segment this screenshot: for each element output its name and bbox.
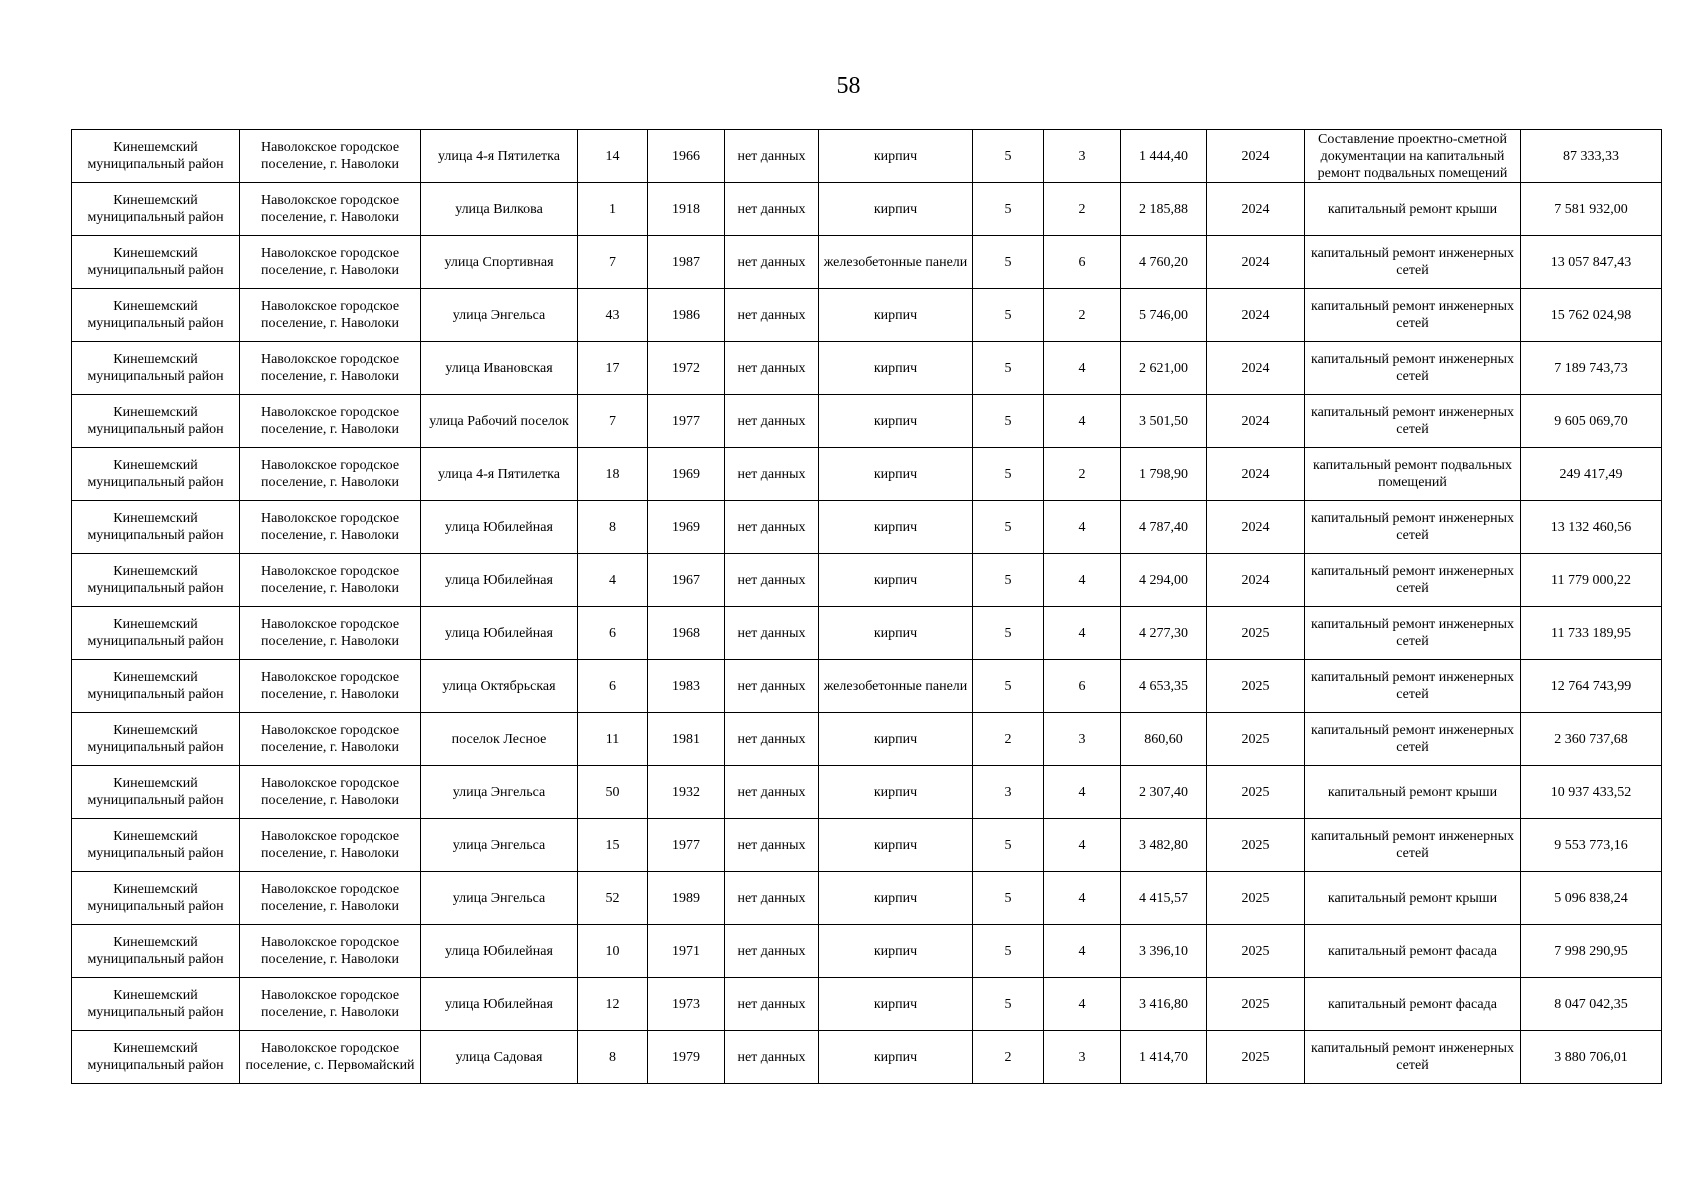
cost-cell: 7 189 743,73 <box>1521 342 1662 395</box>
work-type-cell: капитальный ремонт крыши <box>1305 183 1521 236</box>
table-row <box>72 289 1662 342</box>
house-number-cell: 43 <box>578 289 648 342</box>
wall-material-cell: кирпич <box>819 1031 973 1084</box>
district-cell: Кинешемский муниципальный район <box>72 395 240 448</box>
street-cell: улица Вилкова <box>421 183 578 236</box>
table-row <box>72 395 1662 448</box>
table-row <box>72 978 1662 1031</box>
district-cell: Кинешемский муниципальный район <box>72 289 240 342</box>
wall-material-cell: кирпич <box>819 130 973 183</box>
work-type-cell: капитальный ремонт подвальных помещений <box>1305 448 1521 501</box>
data-status-cell: нет данных <box>725 342 819 395</box>
work-type-cell: капитальный ремонт инженерных сетей <box>1305 819 1521 872</box>
year-built-cell: 1971 <box>648 925 725 978</box>
district-cell: Кинешемский муниципальный район <box>72 1031 240 1084</box>
data-status-cell: нет данных <box>725 819 819 872</box>
table-row <box>72 925 1662 978</box>
plan-year-cell: 2024 <box>1207 236 1305 289</box>
plan-year-cell: 2025 <box>1207 978 1305 1031</box>
entrances-cell: 3 <box>1044 1031 1121 1084</box>
wall-material-cell: кирпич <box>819 713 973 766</box>
work-type-cell: капитальный ремонт инженерных сетей <box>1305 1031 1521 1084</box>
floors-cell: 3 <box>973 766 1044 819</box>
street-cell: улица Рабочий поселок <box>421 395 578 448</box>
data-status-cell: нет данных <box>725 925 819 978</box>
street-cell: улица Садовая <box>421 1031 578 1084</box>
area-cell: 4 277,30 <box>1121 607 1207 660</box>
settlement-cell: Наволокское городское поселение, г. Наволоки <box>240 130 421 183</box>
street-cell: улица Ивановская <box>421 342 578 395</box>
year-built-cell: 1968 <box>648 607 725 660</box>
plan-year-cell: 2024 <box>1207 183 1305 236</box>
floors-cell: 5 <box>973 183 1044 236</box>
table-row <box>72 660 1662 713</box>
settlement-cell: Наволокское городское поселение, г. Наволоки <box>240 448 421 501</box>
year-built-cell: 1979 <box>648 1031 725 1084</box>
house-number-cell: 1 <box>578 183 648 236</box>
work-type-cell: капитальный ремонт инженерных сетей <box>1305 395 1521 448</box>
wall-material-cell: кирпич <box>819 766 973 819</box>
work-type-cell: капитальный ремонт фасада <box>1305 978 1521 1031</box>
cost-cell: 7 998 290,95 <box>1521 925 1662 978</box>
district-cell: Кинешемский муниципальный район <box>72 978 240 1031</box>
data-status-cell: нет данных <box>725 448 819 501</box>
data-status-cell: нет данных <box>725 607 819 660</box>
table-row <box>72 554 1662 607</box>
floors-cell: 2 <box>973 1031 1044 1084</box>
street-cell: улица Энгельса <box>421 289 578 342</box>
work-type-cell: капитальный ремонт крыши <box>1305 872 1521 925</box>
year-built-cell: 1987 <box>648 236 725 289</box>
wall-material-cell: железобетонные панели <box>819 660 973 713</box>
year-built-cell: 1986 <box>648 289 725 342</box>
house-number-cell: 6 <box>578 607 648 660</box>
year-built-cell: 1972 <box>648 342 725 395</box>
table-row <box>72 342 1662 395</box>
wall-material-cell: кирпич <box>819 819 973 872</box>
year-built-cell: 1918 <box>648 183 725 236</box>
house-number-cell: 8 <box>578 1031 648 1084</box>
entrances-cell: 3 <box>1044 713 1121 766</box>
settlement-cell: Наволокское городское поселение, г. Наволоки <box>240 554 421 607</box>
data-status-cell: нет данных <box>725 554 819 607</box>
area-cell: 3 396,10 <box>1121 925 1207 978</box>
district-cell: Кинешемский муниципальный район <box>72 554 240 607</box>
settlement-cell: Наволокское городское поселение, г. Наволоки <box>240 819 421 872</box>
work-type-cell: капитальный ремонт инженерных сетей <box>1305 660 1521 713</box>
entrances-cell: 2 <box>1044 448 1121 501</box>
entrances-cell: 6 <box>1044 236 1121 289</box>
work-type-cell: капитальный ремонт крыши <box>1305 766 1521 819</box>
entrances-cell: 4 <box>1044 554 1121 607</box>
wall-material-cell: кирпич <box>819 395 973 448</box>
year-built-cell: 1973 <box>648 978 725 1031</box>
page-number: 58 <box>836 73 861 99</box>
floors-cell: 5 <box>973 342 1044 395</box>
area-cell: 1 798,90 <box>1121 448 1207 501</box>
table-body <box>72 130 1662 1084</box>
area-cell: 860,60 <box>1121 713 1207 766</box>
area-cell: 2 307,40 <box>1121 766 1207 819</box>
floors-cell: 5 <box>973 872 1044 925</box>
plan-year-cell: 2025 <box>1207 1031 1305 1084</box>
district-cell: Кинешемский муниципальный район <box>72 872 240 925</box>
cost-cell: 11 779 000,22 <box>1521 554 1662 607</box>
entrances-cell: 3 <box>1044 130 1121 183</box>
district-cell: Кинешемский муниципальный район <box>72 713 240 766</box>
table-row <box>72 872 1662 925</box>
data-status-cell: нет данных <box>725 395 819 448</box>
wall-material-cell: кирпич <box>819 289 973 342</box>
wall-material-cell: кирпич <box>819 978 973 1031</box>
street-cell: улица Юбилейная <box>421 501 578 554</box>
floors-cell: 2 <box>973 713 1044 766</box>
district-cell: Кинешемский муниципальный район <box>72 660 240 713</box>
cost-cell: 13 132 460,56 <box>1521 501 1662 554</box>
wall-material-cell: кирпич <box>819 342 973 395</box>
cost-cell: 12 764 743,99 <box>1521 660 1662 713</box>
entrances-cell: 4 <box>1044 501 1121 554</box>
area-cell: 5 746,00 <box>1121 289 1207 342</box>
floors-cell: 5 <box>973 448 1044 501</box>
house-number-cell: 11 <box>578 713 648 766</box>
plan-year-cell: 2024 <box>1207 342 1305 395</box>
floors-cell: 5 <box>973 501 1044 554</box>
work-type-cell: капитальный ремонт инженерных сетей <box>1305 342 1521 395</box>
cost-cell: 13 057 847,43 <box>1521 236 1662 289</box>
entrances-cell: 6 <box>1044 660 1121 713</box>
data-status-cell: нет данных <box>725 501 819 554</box>
floors-cell: 5 <box>973 130 1044 183</box>
data-status-cell: нет данных <box>725 978 819 1031</box>
cost-cell: 2 360 737,68 <box>1521 713 1662 766</box>
district-cell: Кинешемский муниципальный район <box>72 342 240 395</box>
street-cell: улица Юбилейная <box>421 607 578 660</box>
district-cell: Кинешемский муниципальный район <box>72 501 240 554</box>
work-type-cell: капитальный ремонт инженерных сетей <box>1305 607 1521 660</box>
work-type-cell: капитальный ремонт инженерных сетей <box>1305 236 1521 289</box>
area-cell: 1 414,70 <box>1121 1031 1207 1084</box>
area-cell: 3 482,80 <box>1121 819 1207 872</box>
area-cell: 3 501,50 <box>1121 395 1207 448</box>
wall-material-cell: кирпич <box>819 183 973 236</box>
area-cell: 4 415,57 <box>1121 872 1207 925</box>
plan-year-cell: 2024 <box>1207 501 1305 554</box>
district-cell: Кинешемский муниципальный район <box>72 448 240 501</box>
floors-cell: 5 <box>973 554 1044 607</box>
house-number-cell: 7 <box>578 236 648 289</box>
floors-cell: 5 <box>973 607 1044 660</box>
house-number-cell: 50 <box>578 766 648 819</box>
table-row <box>72 713 1662 766</box>
work-type-cell: капитальный ремонт инженерных сетей <box>1305 554 1521 607</box>
data-status-cell: нет данных <box>725 872 819 925</box>
street-cell: улица Октябрьская <box>421 660 578 713</box>
street-cell: улица Юбилейная <box>421 978 578 1031</box>
table-row <box>72 448 1662 501</box>
entrances-cell: 4 <box>1044 342 1121 395</box>
wall-material-cell: кирпич <box>819 607 973 660</box>
house-number-cell: 7 <box>578 395 648 448</box>
work-type-cell: капитальный ремонт инженерных сетей <box>1305 713 1521 766</box>
cost-cell: 5 096 838,24 <box>1521 872 1662 925</box>
plan-year-cell: 2024 <box>1207 448 1305 501</box>
wall-material-cell: кирпич <box>819 554 973 607</box>
table-row <box>72 607 1662 660</box>
floors-cell: 5 <box>973 236 1044 289</box>
cost-cell: 15 762 024,98 <box>1521 289 1662 342</box>
area-cell: 1 444,40 <box>1121 130 1207 183</box>
cost-cell: 9 605 069,70 <box>1521 395 1662 448</box>
table-row <box>72 501 1662 554</box>
data-status-cell: нет данных <box>725 766 819 819</box>
cost-cell: 3 880 706,01 <box>1521 1031 1662 1084</box>
entrances-cell: 4 <box>1044 819 1121 872</box>
work-type-cell: капитальный ремонт фасада <box>1305 925 1521 978</box>
area-cell: 3 416,80 <box>1121 978 1207 1031</box>
cost-cell: 87 333,33 <box>1521 130 1662 183</box>
table-row <box>72 130 1662 183</box>
area-cell: 4 294,00 <box>1121 554 1207 607</box>
cost-cell: 8 047 042,35 <box>1521 978 1662 1031</box>
district-cell: Кинешемский муниципальный район <box>72 130 240 183</box>
year-built-cell: 1969 <box>648 448 725 501</box>
street-cell: улица Энгельса <box>421 819 578 872</box>
street-cell: поселок Лесное <box>421 713 578 766</box>
street-cell: улица Энгельса <box>421 872 578 925</box>
area-cell: 2 621,00 <box>1121 342 1207 395</box>
year-built-cell: 1989 <box>648 872 725 925</box>
year-built-cell: 1967 <box>648 554 725 607</box>
settlement-cell: Наволокское городское поселение, г. Наволоки <box>240 925 421 978</box>
entrances-cell: 4 <box>1044 766 1121 819</box>
wall-material-cell: кирпич <box>819 872 973 925</box>
entrances-cell: 4 <box>1044 395 1121 448</box>
settlement-cell: Наволокское городское поселение, г. Наволоки <box>240 660 421 713</box>
cost-cell: 249 417,49 <box>1521 448 1662 501</box>
year-built-cell: 1981 <box>648 713 725 766</box>
settlement-cell: Наволокское городское поселение, с. Первомайский <box>240 1031 421 1084</box>
table-row <box>72 183 1662 236</box>
area-cell: 2 185,88 <box>1121 183 1207 236</box>
house-number-cell: 4 <box>578 554 648 607</box>
house-number-cell: 15 <box>578 819 648 872</box>
settlement-cell: Наволокское городское поселение, г. Наволоки <box>240 501 421 554</box>
wall-material-cell: кирпич <box>819 501 973 554</box>
entrances-cell: 2 <box>1044 183 1121 236</box>
plan-year-cell: 2025 <box>1207 713 1305 766</box>
settlement-cell: Наволокское городское поселение, г. Наволоки <box>240 607 421 660</box>
house-number-cell: 17 <box>578 342 648 395</box>
street-cell: улица Спортивная <box>421 236 578 289</box>
area-cell: 4 653,35 <box>1121 660 1207 713</box>
area-cell: 4 787,40 <box>1121 501 1207 554</box>
work-type-cell: капитальный ремонт инженерных сетей <box>1305 289 1521 342</box>
table-row <box>72 819 1662 872</box>
housing-repair-table <box>71 129 1662 1084</box>
district-cell: Кинешемский муниципальный район <box>72 766 240 819</box>
table-row <box>72 1031 1662 1084</box>
cost-cell: 9 553 773,16 <box>1521 819 1662 872</box>
data-status-cell: нет данных <box>725 1031 819 1084</box>
plan-year-cell: 2024 <box>1207 289 1305 342</box>
data-status-cell: нет данных <box>725 660 819 713</box>
data-status-cell: нет данных <box>725 183 819 236</box>
wall-material-cell: кирпич <box>819 448 973 501</box>
settlement-cell: Наволокское городское поселение, г. Наволоки <box>240 872 421 925</box>
district-cell: Кинешемский муниципальный район <box>72 607 240 660</box>
settlement-cell: Наволокское городское поселение, г. Наволоки <box>240 978 421 1031</box>
street-cell: улица Юбилейная <box>421 925 578 978</box>
district-cell: Кинешемский муниципальный район <box>72 236 240 289</box>
settlement-cell: Наволокское городское поселение, г. Наволоки <box>240 236 421 289</box>
table-row <box>72 236 1662 289</box>
house-number-cell: 18 <box>578 448 648 501</box>
street-cell: улица 4-я Пятилетка <box>421 130 578 183</box>
plan-year-cell: 2024 <box>1207 130 1305 183</box>
street-cell: улица 4-я Пятилетка <box>421 448 578 501</box>
floors-cell: 5 <box>973 978 1044 1031</box>
work-type-cell: Составление проектно-сметной документации на капитальный ремонт подвальных помещений <box>1305 130 1521 183</box>
data-status-cell: нет данных <box>725 713 819 766</box>
table-row <box>72 766 1662 819</box>
house-number-cell: 12 <box>578 978 648 1031</box>
year-built-cell: 1983 <box>648 660 725 713</box>
entrances-cell: 4 <box>1044 607 1121 660</box>
house-number-cell: 8 <box>578 501 648 554</box>
plan-year-cell: 2025 <box>1207 925 1305 978</box>
district-cell: Кинешемский муниципальный район <box>72 925 240 978</box>
district-cell: Кинешемский муниципальный район <box>72 183 240 236</box>
street-cell: улица Энгельса <box>421 766 578 819</box>
entrances-cell: 4 <box>1044 925 1121 978</box>
year-built-cell: 1969 <box>648 501 725 554</box>
data-status-cell: нет данных <box>725 236 819 289</box>
year-built-cell: 1966 <box>648 130 725 183</box>
house-number-cell: 52 <box>578 872 648 925</box>
year-built-cell: 1977 <box>648 395 725 448</box>
wall-material-cell: кирпич <box>819 925 973 978</box>
floors-cell: 5 <box>973 660 1044 713</box>
plan-year-cell: 2025 <box>1207 660 1305 713</box>
settlement-cell: Наволокское городское поселение, г. Наволоки <box>240 289 421 342</box>
floors-cell: 5 <box>973 925 1044 978</box>
plan-year-cell: 2025 <box>1207 766 1305 819</box>
wall-material-cell: железобетонные панели <box>819 236 973 289</box>
plan-year-cell: 2025 <box>1207 872 1305 925</box>
data-status-cell: нет данных <box>725 130 819 183</box>
area-cell: 4 760,20 <box>1121 236 1207 289</box>
entrances-cell: 4 <box>1044 872 1121 925</box>
street-cell: улица Юбилейная <box>421 554 578 607</box>
plan-year-cell: 2025 <box>1207 819 1305 872</box>
settlement-cell: Наволокское городское поселение, г. Наволоки <box>240 713 421 766</box>
cost-cell: 10 937 433,52 <box>1521 766 1662 819</box>
house-number-cell: 14 <box>578 130 648 183</box>
floors-cell: 5 <box>973 289 1044 342</box>
data-status-cell: нет данных <box>725 289 819 342</box>
plan-year-cell: 2025 <box>1207 607 1305 660</box>
entrances-cell: 2 <box>1044 289 1121 342</box>
house-number-cell: 10 <box>578 925 648 978</box>
work-type-cell: капитальный ремонт инженерных сетей <box>1305 501 1521 554</box>
settlement-cell: Наволокское городское поселение, г. Наволоки <box>240 766 421 819</box>
floors-cell: 5 <box>973 395 1044 448</box>
year-built-cell: 1932 <box>648 766 725 819</box>
plan-year-cell: 2024 <box>1207 554 1305 607</box>
house-number-cell: 6 <box>578 660 648 713</box>
entrances-cell: 4 <box>1044 978 1121 1031</box>
floors-cell: 5 <box>973 819 1044 872</box>
settlement-cell: Наволокское городское поселение, г. Наволоки <box>240 183 421 236</box>
year-built-cell: 1977 <box>648 819 725 872</box>
settlement-cell: Наволокское городское поселение, г. Наволоки <box>240 342 421 395</box>
settlement-cell: Наволокское городское поселение, г. Наволоки <box>240 395 421 448</box>
cost-cell: 11 733 189,95 <box>1521 607 1662 660</box>
district-cell: Кинешемский муниципальный район <box>72 819 240 872</box>
plan-year-cell: 2024 <box>1207 395 1305 448</box>
cost-cell: 7 581 932,00 <box>1521 183 1662 236</box>
